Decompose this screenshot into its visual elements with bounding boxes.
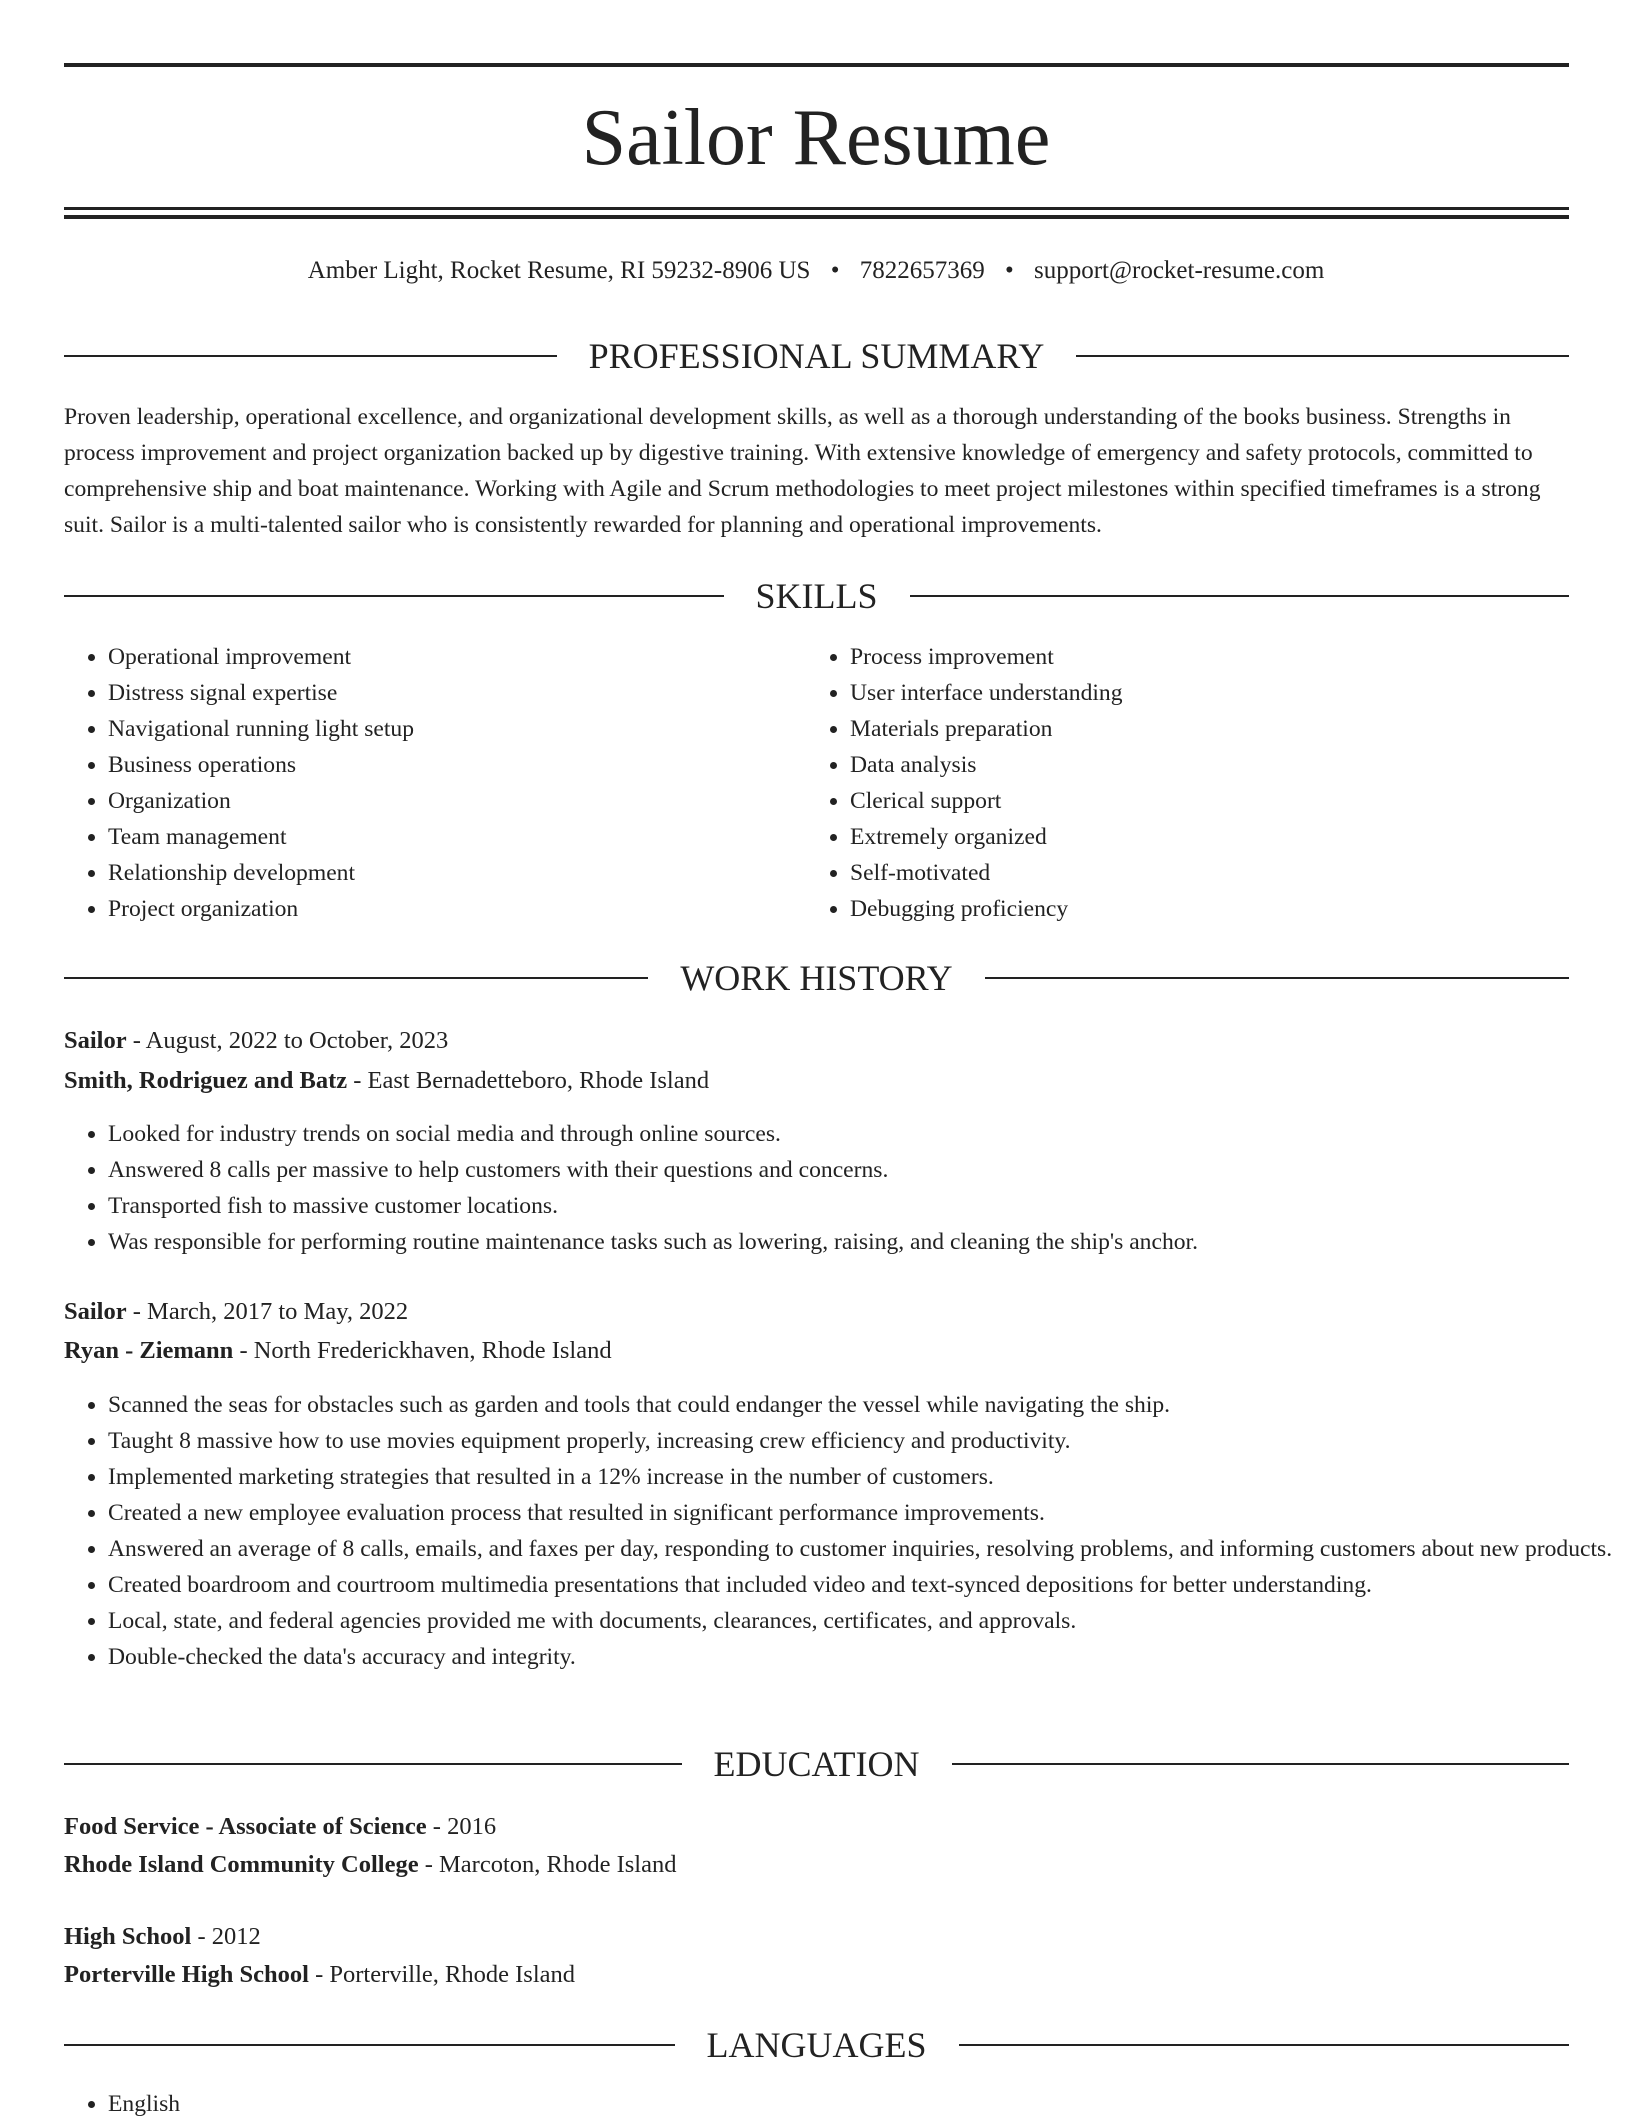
- job-bullet: • Taught 8 massive how to use movies equipment properly, increasing crew efficiency and productivity.: [108, 1423, 1613, 1459]
- job-bullet: • Created boardroom and courtroom multimedia presentations that included video and text-synced depositions for better understanding.: [108, 1567, 1613, 1603]
- section-title: LANGUAGES: [706, 2025, 927, 2065]
- skills-list-right: [806, 639, 1570, 927]
- skills-heading: [64, 571, 1569, 621]
- heading-rule: [64, 977, 648, 979]
- title-rule-lower: [64, 215, 1569, 219]
- heading-rule: [985, 977, 1569, 979]
- job-bullets: [64, 1116, 1613, 1260]
- contact-line: [0, 253, 1632, 289]
- skill-item: • User interface understanding: [850, 675, 1570, 711]
- education-heading: [64, 1739, 1569, 1789]
- job-bullet: • Double-checked the data's accuracy and integrity.: [108, 1639, 1613, 1675]
- education-school-line: [64, 1846, 676, 1884]
- contact-separator: •: [830, 257, 840, 284]
- job-dates: - August, 2022 to October, 2023: [132, 1027, 449, 1054]
- skill-item: • Operational improvement: [108, 639, 788, 675]
- skill-item: • Extremely organized: [850, 819, 1570, 855]
- job-title-line: [64, 1293, 408, 1331]
- job-bullet: • Was responsible for performing routine maintenance tasks such as lowering, raising, and cleaning the ship's anchor.: [108, 1224, 1613, 1260]
- skill-item: • Materials preparation: [850, 711, 1570, 747]
- skills-list-left: [64, 639, 788, 927]
- job-location: - East Bernadetteboro, Rhode Island: [353, 1067, 710, 1094]
- skill-item: • Clerical support: [850, 783, 1570, 819]
- job-bullet: • Answered an average of 8 calls, emails, and faxes per day, responding to customer inquiries, resolving problems, and informing customers about new products.: [108, 1531, 1613, 1567]
- education-location: - Porterville, Rhode Island: [315, 1961, 576, 1988]
- skill-item: • Distress signal expertise: [108, 675, 788, 711]
- job-bullet: • Created a new employee evaluation process that resulted in significant performance improvements.: [108, 1495, 1613, 1531]
- job-dates: - March, 2017 to May, 2022: [132, 1298, 409, 1325]
- summary-heading: [64, 331, 1569, 381]
- heading-rule: [64, 1763, 682, 1765]
- job-company-line: [64, 1062, 709, 1100]
- education-school-line: [64, 1956, 575, 1994]
- skill-item: • Debugging proficiency: [850, 891, 1570, 927]
- job-bullets: [64, 1387, 1613, 1675]
- job-company-line: [64, 1332, 612, 1370]
- skill-item: • Business operations: [108, 747, 788, 783]
- summary-text: Proven leadership, operational excellence, and organizational development skills, as well as a thorough understanding of the books business. Strengths in process improvement and project organization backed up by digestive training. With extensive knowledge of emergency and safety protocols, committed to comprehensive ship and boat maintenance. Working with Agile and Scrum methodologies to meet project milestones within specified timeframes is a strong suit. Sailor is a multi-talented sailor who is consistently rewarded for planning and operational improvements.: [64, 404, 1541, 538]
- heading-rule: [1076, 355, 1569, 357]
- job-bullet: • Implemented marketing strategies that resulted in a 12% increase in the number of customers.: [108, 1459, 1613, 1495]
- heading-rule: [952, 1763, 1570, 1765]
- job-bullet: • Looked for industry trends on social media and through online sources.: [108, 1116, 1613, 1152]
- skill-item: • Process improvement: [850, 639, 1570, 675]
- job-title: Sailor: [64, 1027, 127, 1054]
- top-rule: [64, 63, 1569, 67]
- section-title: WORK HISTORY: [680, 958, 953, 998]
- section-title: SKILLS: [755, 576, 878, 616]
- skill-item: • Organization: [108, 783, 788, 819]
- contact-email: support@rocket-resume.com: [1033, 257, 1325, 284]
- contact-address: Amber Light, Rocket Resume, RI 59232-8906 US: [307, 257, 811, 284]
- job-title: Sailor: [64, 1298, 127, 1325]
- languages-heading: [64, 2020, 1569, 2070]
- education-degree-line: [64, 1808, 496, 1846]
- education-degree-line: [64, 1918, 261, 1956]
- job-company: Smith, Rodriguez and Batz: [64, 1067, 348, 1094]
- job-bullet: • Local, state, and federal agencies provided me with documents, clearances, certificates, and approvals.: [108, 1603, 1613, 1639]
- page-title: Sailor Resume: [581, 94, 1051, 182]
- work-heading: [64, 953, 1569, 1003]
- heading-rule: [64, 2044, 675, 2046]
- skill-item: • Data analysis: [850, 747, 1570, 783]
- job-location: - North Frederickhaven, Rhode Island: [239, 1337, 612, 1364]
- job-company: Ryan - Ziemann: [64, 1337, 234, 1364]
- languages-list: [64, 2086, 1613, 2122]
- skill-item: • Self-motivated: [850, 855, 1570, 891]
- job-title-line: [64, 1022, 448, 1060]
- job-bullet: • Answered 8 calls per massive to help customers with their questions and concerns.: [108, 1152, 1613, 1188]
- job-bullet: • Transported fish to massive customer locations.: [108, 1188, 1613, 1224]
- contact-phone: 7822657369: [859, 257, 985, 284]
- education-school: Porterville High School: [64, 1961, 309, 1988]
- education-year: - 2016: [432, 1813, 497, 1840]
- section-title: PROFESSIONAL SUMMARY: [588, 336, 1045, 376]
- education-year: - 2012: [197, 1923, 261, 1950]
- skill-item: • Relationship development: [108, 855, 788, 891]
- title-rule-upper: [64, 207, 1569, 210]
- heading-rule: [64, 595, 724, 597]
- skill-item: • Project organization: [108, 891, 788, 927]
- job-bullet: • Scanned the seas for obstacles such as garden and tools that could endanger the vessel while navigating the ship.: [108, 1387, 1613, 1423]
- skill-item: • Navigational running light setup: [108, 711, 788, 747]
- skill-item: • Team management: [108, 819, 788, 855]
- heading-rule: [64, 355, 557, 357]
- education-degree: High School: [64, 1923, 192, 1950]
- heading-rule: [959, 2044, 1570, 2046]
- education-location: - Marcoton, Rhode Island: [424, 1851, 677, 1878]
- education-degree: Food Service - Associate of Science: [64, 1813, 427, 1840]
- heading-rule: [910, 595, 1570, 597]
- contact-separator: •: [1004, 257, 1014, 284]
- education-school: Rhode Island Community College: [64, 1851, 419, 1878]
- language-item: • English: [108, 2086, 1613, 2122]
- section-title: EDUCATION: [713, 1744, 920, 1784]
